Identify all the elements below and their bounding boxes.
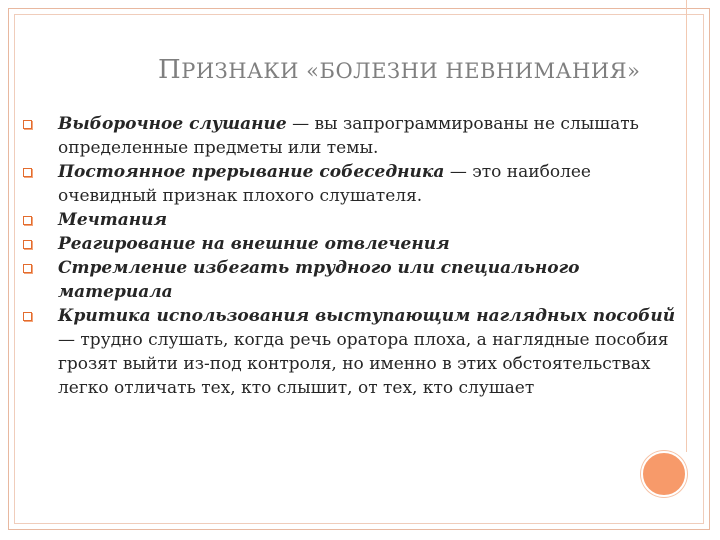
list-item — [20, 208, 685, 232]
square-bullet-icon — [23, 312, 32, 321]
item-term: Критика использования выступающим наглядных пособий — [58, 306, 676, 326]
list-item — [20, 256, 685, 304]
item-term: Выборочное слушание — [58, 114, 287, 134]
list-item — [20, 160, 685, 208]
item-text: — вы запрограммированы не слышать определенные предметы или темы. — [58, 114, 639, 158]
item-term: Стремление избегать трудного или специального материала — [58, 258, 580, 302]
decorative-vertical-line — [686, 0, 687, 452]
square-bullet-icon — [23, 240, 32, 249]
item-text: — это наиболее очевидный признак плохого слушателя. — [58, 162, 591, 206]
list-item — [20, 232, 685, 256]
item-term: Мечтания — [58, 210, 168, 230]
slide-title-rest: РИЗНАКИ «БОЛЕЗНИ НЕВНИМАНИЯ» — [181, 59, 641, 83]
square-bullet-icon — [23, 216, 32, 225]
bullet-list — [20, 112, 685, 400]
list-item — [20, 112, 685, 160]
list-item — [20, 304, 685, 400]
square-bullet-icon — [23, 264, 32, 273]
item-term: Реагирование на внешние отвлечения — [58, 234, 450, 254]
square-bullet-icon — [23, 168, 32, 177]
slide-title-initial: П — [158, 55, 182, 85]
slide-title — [158, 55, 641, 85]
decorative-circle — [641, 451, 687, 497]
square-bullet-icon — [23, 120, 32, 129]
item-term: Постоянное прерывание собеседника — [58, 162, 445, 182]
item-text: — трудно слушать, когда речь оратора плоха, а наглядные пособия грозят выйти из-под контроля, но именно в этих обстоятельствах легко отличать тех, кто слышит, от тех, кто слушает — [58, 330, 669, 398]
